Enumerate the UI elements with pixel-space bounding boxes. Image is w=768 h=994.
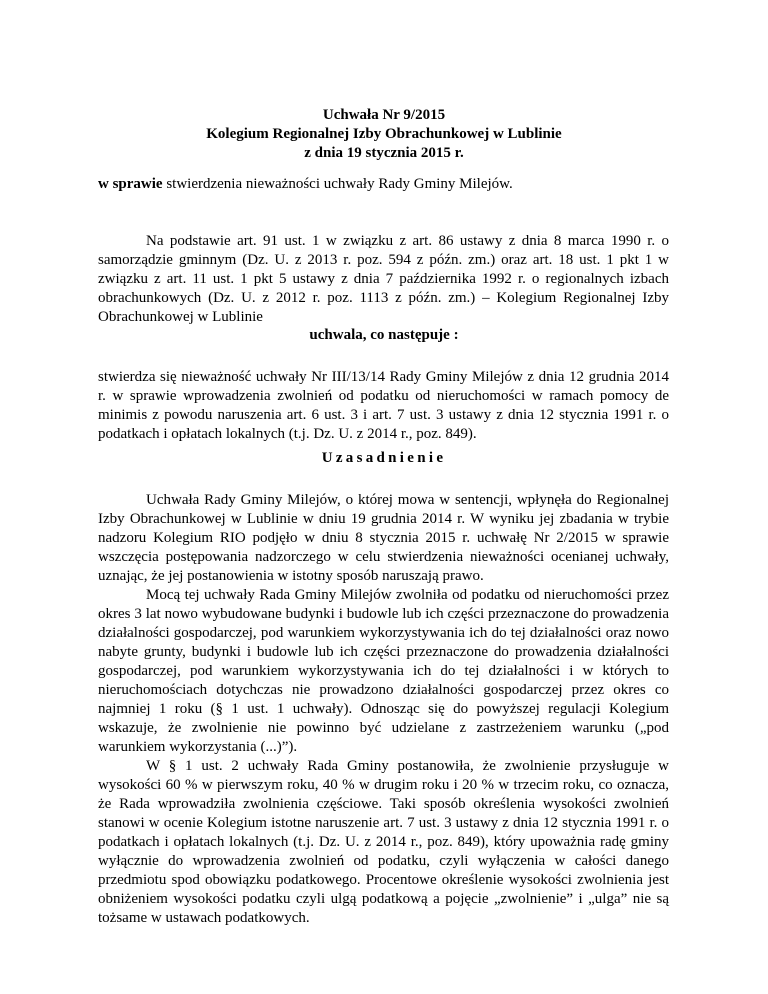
subject-label: w sprawie xyxy=(98,176,163,192)
justification-paragraph-2: Mocą tej uchwały Rada Gminy Milejów zwolniła od podatku od nieruchomości przez okres 3 lat nowo wybudowane budynki i budowle lub ich części przeznaczone do prowadzenia działalności gospodarczej, pod warunkiem wykorzystywania ich do tej działalności oraz nowo nabyte grunty, budynki i budowle lub ich części przeznaczone do prowadzenia działalności gospodarczej, pod warunkiem wykorzystywania ich do tej działalności i w których to nieruchomościach dotychczas nie prowadzono działalności gospodarczej przez okres co najmniej 1 roku (§ 1 ust. 1 uchwały). Odnosząc się do powyższej regulacji Kolegium wskazuje, że zwolnienie nie powinno być udzielane z zastrzeżeniem warunku („pod warunkiem wykorzystania (...)”). xyxy=(98,587,669,755)
issuing-body: Kolegium Regionalnej Izby Obrachunkowej w Lublinie xyxy=(206,126,562,142)
decision-paragraph: stwierdza się nieważność uchwały Nr III/13/14 Rady Gminy Milejów z dnia 12 grudnia 2014 r. w sprawie wprowadzenia zwolnień od podatku od nieruchomości w ramach pomocy de minimis z powodu naruszenia art. 6 ust. 3 i art. 7 ust. 3 ustawy z dnia 12 stycznia 1991 r. o podatkach i opłatach lokalnych (t.j. Dz. U. z 2014 r., poz. 849). xyxy=(98,369,669,442)
justification-paragraph-3: W § 1 ust. 2 uchwały Rada Gminy postanowiła, że zwolnienie przysługuje w wysokości 60 % w pierwszym roku, 40 % w drugim roku i 20 % w trzecim roku, co oznacza, że Rada wprowadziła zwolnienia częściowe. Taki sposób określenia wysokości zwolnień stanowi w ocenie Kolegium istotne naruszenie art. 7 ust. 3 ustawy z dnia 12 stycznia 1991 r. o podatkach i opłatach lokalnych (t.j. Dz. U. z 2014 r., poz. 849), który upoważnia radę gminy wyłącznie do wprowadzenia zwolnień od podatku, czyli wyłączenia w całości danego przedmiotu spod obowiązku podatkowego. Procentowe określenie wysokości zwolnienia jest obniżeniem wysokości podatku czyli ulgą podatkową a pojęcie „zwolnienie” i „ulga” nie są tożsame w ustawach podatkowych. xyxy=(98,758,669,926)
resolution-number: Uchwała Nr 9/2015 xyxy=(322,107,446,123)
justification-heading: Uzasadnienie xyxy=(321,450,447,466)
justification-body xyxy=(98,491,669,928)
resolution-date: z dnia 19 stycznia 2015 r. xyxy=(304,145,464,161)
resolution-header xyxy=(0,106,768,163)
resolves-heading: uchwala, co następuje : xyxy=(309,327,459,343)
justification-paragraph-1: Uchwała Rady Gminy Milejów, o której mowa w sentencji, wpłynęła do Regionalnej Izby Obrachunkowej w Lublinie w dniu 19 grudnia 2014 r. W wyniku jej zbadania w trybie nadzoru Kolegium RIO podjęło w dniu 8 stycznia 2015 r. uchwałę Nr 2/2015 w sprawie wszczęcia postępowania nadzorczego w celu stwierdzenia nieważności ocenianej uchwały, uznając, że jej postanowienia w istotny sposób naruszają prawo. xyxy=(98,492,669,584)
legal-basis-paragraph: Na podstawie art. 91 ust. 1 w związku z art. 86 ustawy z dnia 8 marca 1990 r. o samorządzie gminnym (Dz. U. z 2013 r. poz. 594 z późn. zm.) oraz art. 18 ust. 1 pkt 1 w związku z art. 11 ust. 1 pkt 5 ustawy z dnia 7 października 1992 r. o regionalnych izbach obrachunkowych (Dz. U. z 2012 r. poz. 1113 z późn. zm.) – Kolegium Regionalnej Izby Obrachunkowej w Lublinie xyxy=(98,233,669,325)
subject-text: stwierdzenia nieważności uchwały Rady Gminy Milejów. xyxy=(162,176,513,192)
resolution-subject xyxy=(98,175,669,194)
